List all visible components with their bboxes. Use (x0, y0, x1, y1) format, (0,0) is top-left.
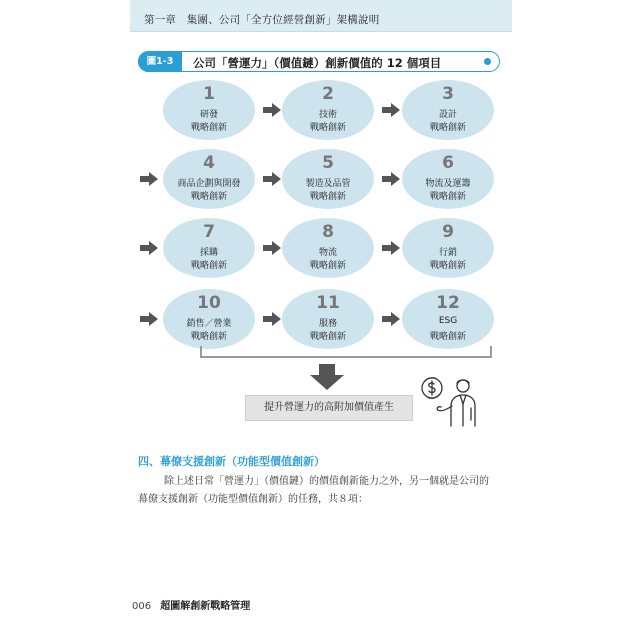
value-item-node (282, 80, 374, 140)
value-item-node (163, 80, 255, 140)
value-item-sublabel: 戰略創新 (190, 192, 227, 202)
value-item-label: 採購 (199, 248, 218, 258)
value-item-sublabel: 戰略創新 (190, 123, 227, 133)
figure-badge: 圖1-3 (138, 51, 182, 72)
value-item-number: 10 (197, 293, 221, 313)
value-item-sublabel: 戰略創新 (429, 192, 466, 202)
value-item-label: 商品企劃與開發 (177, 179, 241, 189)
value-item-node (282, 218, 374, 278)
chapter-heading: 第一章 集團、公司「全方位經營創新」架構說明 (144, 14, 380, 26)
value-item-label: 設計 (438, 110, 457, 120)
body-paragraph: 除上述日常「營運力」（價值鏈）的價值創新能力之外，另一個就是公司的 (164, 476, 489, 487)
value-item-label: 銷售／營業 (186, 319, 232, 329)
right-arrow-icon (382, 312, 400, 326)
value-item-label: 物流及運籌 (425, 179, 471, 189)
value-item-node (282, 289, 374, 349)
value-item-label: 製造及品管 (305, 179, 351, 189)
body-paragraph: 幕僚支援創新（功能型價值創新）的任務，共８項： (138, 494, 368, 505)
value-item-sublabel: 戰略創新 (309, 261, 346, 271)
value-item-number: 7 (203, 222, 215, 242)
value-item-sublabel: 戰略創新 (429, 123, 466, 133)
value-item-node (163, 218, 255, 278)
right-arrow-icon (140, 312, 158, 326)
book-title: 超圖解創新戰略管理 (160, 601, 251, 612)
value-item-sublabel: 戰略創新 (309, 332, 346, 342)
right-arrow-icon (140, 172, 158, 186)
value-item-sublabel: 戰略創新 (309, 123, 346, 133)
value-item-number: 5 (322, 153, 334, 173)
value-item-node (163, 149, 255, 209)
right-arrow-icon (382, 172, 400, 186)
page-number: 006 (132, 601, 152, 612)
right-arrow-icon (382, 241, 400, 255)
value-item-node (402, 289, 494, 349)
value-item-label: 行銷 (438, 248, 457, 258)
value-item-number: 9 (442, 222, 454, 242)
grouping-bracket (200, 346, 492, 358)
value-item-sublabel: 戰略創新 (429, 261, 466, 271)
value-item-label: 服務 (318, 319, 337, 329)
right-arrow-icon (263, 241, 281, 255)
right-arrow-icon (382, 103, 400, 117)
value-item-number: 8 (322, 222, 334, 242)
chapter-header-tab (130, 0, 512, 32)
value-item-number: 1 (203, 84, 215, 104)
value-item-number: 11 (316, 293, 340, 313)
value-item-number: 4 (203, 153, 215, 173)
figure-title-bar (138, 51, 500, 72)
value-item-label: 技術 (318, 110, 337, 120)
result-box: 提升營運力的高附加價值產生 (245, 395, 413, 421)
right-arrow-icon (263, 312, 281, 326)
value-item-sublabel: 戰略創新 (190, 332, 227, 342)
value-item-node (163, 289, 255, 349)
figure-title: 公司「營運力」（價值鏈）創新價值的 12 個項目 (193, 56, 442, 70)
value-item-number: 2 (322, 84, 334, 104)
section-title: 四、幕僚支援創新（功能型價值創新） (138, 455, 325, 468)
page-footer (132, 597, 250, 612)
value-item-node (402, 149, 494, 209)
value-item-node (402, 218, 494, 278)
value-item-number: 12 (436, 293, 460, 313)
right-arrow-icon (263, 103, 281, 117)
value-item-label: 研發 (199, 110, 218, 120)
value-item-sublabel: 戰略創新 (309, 192, 346, 202)
value-item-sublabel: 戰略創新 (429, 332, 466, 342)
figure-dot-icon (484, 58, 491, 65)
value-item-number: 3 (442, 84, 454, 104)
value-item-label: ESG (438, 316, 458, 326)
value-item-sublabel: 戰略創新 (190, 261, 227, 271)
value-item-label: 物流 (318, 248, 337, 258)
value-item-node (282, 149, 374, 209)
value-item-number: 6 (442, 153, 454, 173)
right-arrow-icon (263, 172, 281, 186)
down-arrow-icon (310, 364, 344, 390)
value-item-node (402, 80, 494, 140)
businessman-with-dollar-cycle-icon (416, 372, 486, 428)
right-arrow-icon (140, 241, 158, 255)
